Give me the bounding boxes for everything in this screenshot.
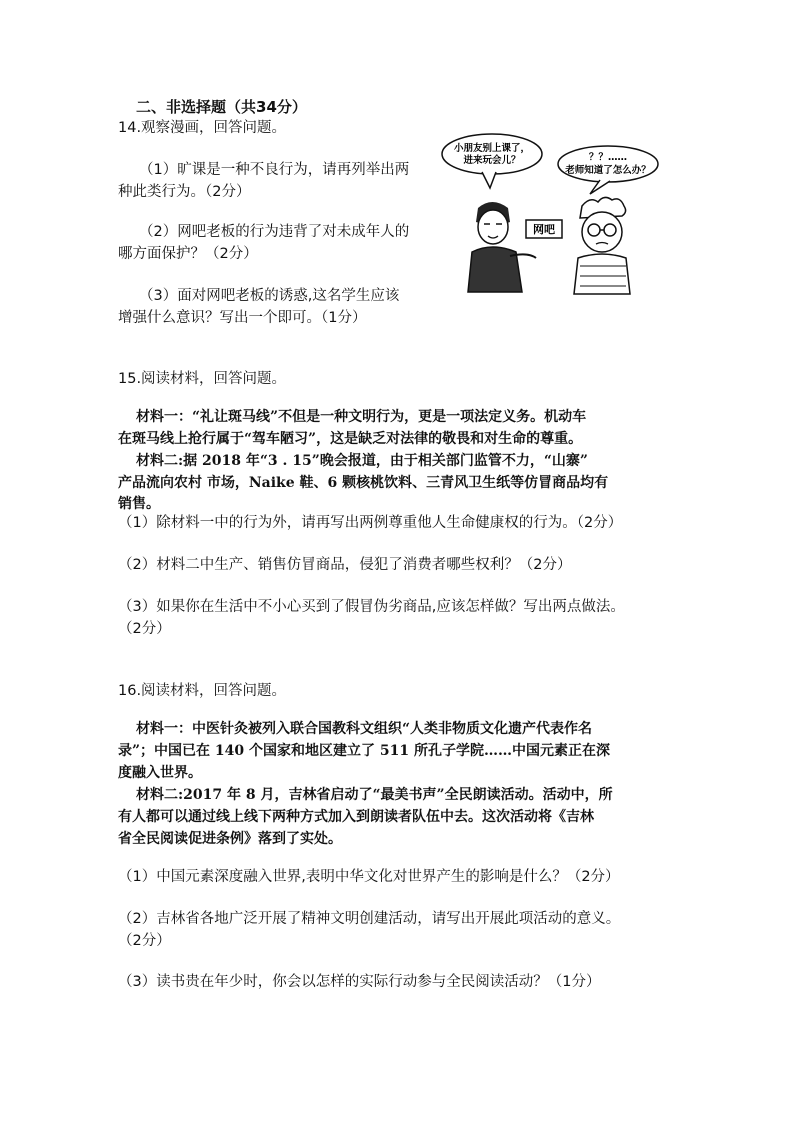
bubble-right-line1: ？？…… xyxy=(588,152,628,163)
q15-sub2: （2）材料二中生产、销售仿冒商品，侵犯了消费者哪些权利？（2分） xyxy=(118,557,572,573)
bubble-left-line2: 进来玩会儿？ xyxy=(463,155,521,166)
q16-material2-line1: 材料二:2017 年 8 月，吉林省启动了“最美书声”全民朗读活动。活动中，所 xyxy=(136,787,613,803)
q16-sub2-line1: （2）吉林省各地广泛开展了精神文明创建活动，请写出开展此项活动的意义。 xyxy=(118,911,621,927)
q16-material2-line2: 有人都可以通过线上线下两种方式加入到朗读者队伍中去。这次活动将《吉林 xyxy=(118,809,594,825)
speech-bubble-left xyxy=(442,134,542,174)
q16-material1-line3: 度融入世界。 xyxy=(118,765,202,781)
q16-material2-line3: 省全民阅读促进条例》落到了实处。 xyxy=(118,831,342,847)
q15-material1-line1: 材料一：“礼让斑马线”不但是一种文明行为，更是一项法定义务。机动车 xyxy=(136,409,587,425)
q14-stem: 14.观察漫画，回答问题。 xyxy=(118,120,287,136)
q14-sub2-line2: 哪方面保护？（2分） xyxy=(118,246,258,262)
section-title: 二、非选择题（共34分） xyxy=(136,98,307,116)
bubble-right-line2: 老师知道了怎么办？ xyxy=(565,165,651,176)
q15-material2-line1: 材料二:据 2018 年“3 . 15”晚会报道，由于相关部门监管不力，“山寨” xyxy=(136,453,588,469)
q16-material1-line1: 材料一：中医针灸被列入联合国教科文组织“人类非物质文化遗产代表作名 xyxy=(136,721,593,737)
q16-material1-line2: 录”；中国已在 140 个国家和地区建立了 511 所孔子学院……中国元素正在深 xyxy=(118,743,610,759)
bubble-left-line1: 小朋友别上课了， xyxy=(453,143,531,154)
q16-stem: 16.阅读材料，回答问题。 xyxy=(118,683,287,699)
q16-sub1: （1）中国元素深度融入世界,表明中华文化对世界产生的影响是什么？（2分） xyxy=(118,869,620,885)
q16-sub3: （3）读书贵在年少时，你会以怎样的实际行动参与全民阅读活动？（1分） xyxy=(118,974,601,990)
q15-material1-line2: 在斑马线上抢行属于“驾车陋习”，这是缺乏对法律的敬畏和对生命的尊重。 xyxy=(118,431,583,447)
q14-sub2-line1: （2）网吧老板的行为违背了对未成年人的 xyxy=(139,224,410,240)
cafe-owner-figure xyxy=(468,202,536,292)
q15-stem: 15.阅读材料，回答问题。 xyxy=(118,371,287,387)
student-figure xyxy=(574,197,630,294)
sign-text: 网吧 xyxy=(533,223,555,236)
q15-sub3-line1: （3）如果你在生活中不小心买到了假冒伪劣商品,应该怎样做？写出两点做法。 xyxy=(118,599,625,615)
q15-material2-line3: 销售。 xyxy=(118,496,160,512)
q14-sub1-line1: （1）旷课是一种不良行为，请再列举出两 xyxy=(139,162,410,178)
q14-sub3-line2: 增强什么意识？写出一个即可。（1分） xyxy=(118,310,367,326)
q15-sub3-line2: （2分） xyxy=(118,621,171,637)
q15-material2-line2: 产品流向农村 市场，Naike 鞋、6 颗核桃饮料、三青风卫生纸等仿冒商品均有 xyxy=(118,475,609,491)
q14-sub1-line2: 种此类行为。（2分） xyxy=(118,184,251,200)
internet-cafe-cartoon xyxy=(440,132,660,297)
q16-sub2-line2: （2分） xyxy=(118,933,171,949)
q15-sub1: （1）除材料一中的行为外，请再写出两例尊重他人生命健康权的行为。（2分） xyxy=(118,515,623,531)
q14-sub3-line1: （3）面对网吧老板的诱惑,这名学生应该 xyxy=(139,288,400,304)
